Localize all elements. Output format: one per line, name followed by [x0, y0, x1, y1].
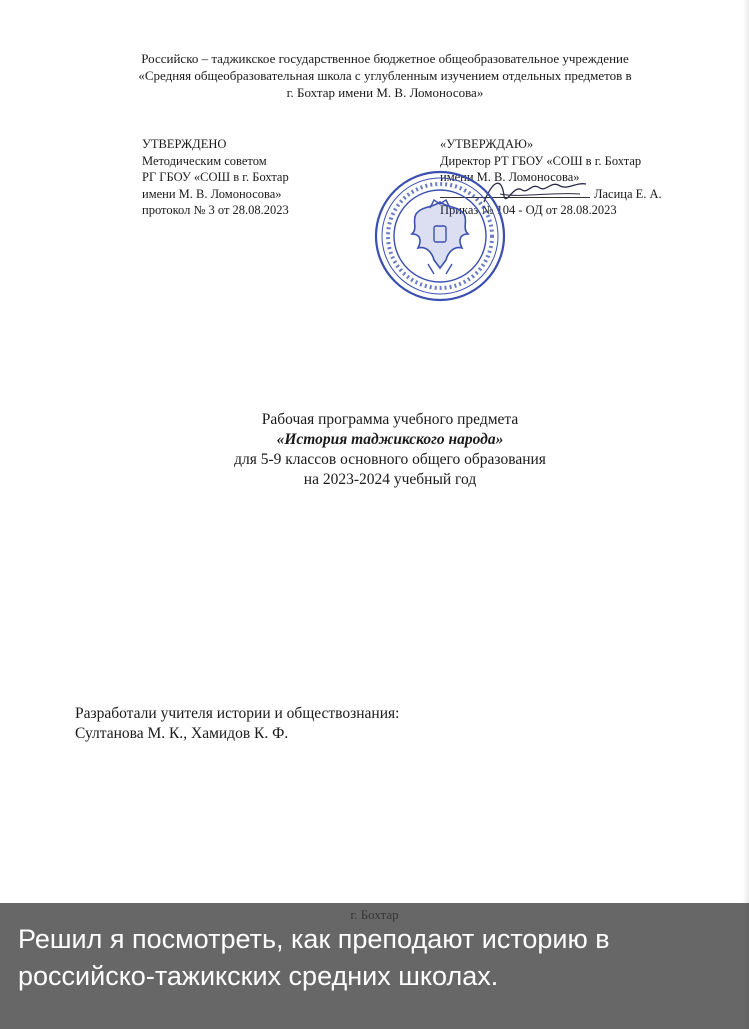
approved-left-line-2: РГ ГБОУ «СОШ в г. Бохтар — [142, 170, 289, 184]
authors-label: Разработали учителя истории и обществознания: — [75, 705, 400, 722]
approved-left-line-4: протокол № 3 от 28.08.2023 — [142, 203, 289, 217]
school-header — [70, 50, 700, 101]
authors-block — [75, 704, 399, 744]
caption-overlay — [0, 903, 749, 1029]
approved-right-line-1: Директор РТ ГБОУ «СОШ в г. Бохтар — [440, 153, 642, 168]
program-line-4: на 2023-2024 учебный год — [303, 471, 477, 488]
header-line-1: Российско – таджикское государственное бюджетное общеобразовательное учреждение — [141, 51, 629, 66]
approved-left-title: УТВЕРЖДЕНО — [142, 137, 227, 151]
header-line-3: г. Бохтар имени М. В. Ломоносова» — [286, 85, 484, 100]
authors-names: Султанова М. К., Хамидов К. Ф. — [75, 725, 289, 742]
program-title — [100, 410, 680, 490]
signer-name: Ласица Е. А. — [594, 186, 662, 201]
program-subject: «История таджикского народа» — [276, 431, 504, 448]
approved-left-line-1: Методическим советом — [142, 153, 267, 168]
caption-text: Решил я посмотреть, как преподают историю в российско-тажикских средних школах. — [18, 924, 610, 991]
program-line-1: Рабочая программа учебного предмета — [261, 411, 519, 428]
approved-left-line-3: имени М. В. Ломоносова» — [142, 186, 282, 201]
page-edge — [743, 0, 749, 1029]
header-line-2: «Средняя общеобразовательная школа с углубленным изучением отдельных предметов в — [138, 68, 632, 83]
program-line-3: для 5-9 классов основного общего образования — [234, 451, 546, 468]
order-line: Приказ № 104 - ОД от 28.08.2023 — [440, 203, 617, 217]
approved-right-line-2: имени М. В. Ломоносова» — [440, 170, 580, 184]
official-stamp — [372, 168, 508, 304]
coat-of-arms-icon — [376, 172, 504, 300]
approved-right-title: «УТВЕРЖДАЮ» — [440, 137, 534, 151]
approved-left-block — [142, 136, 289, 219]
